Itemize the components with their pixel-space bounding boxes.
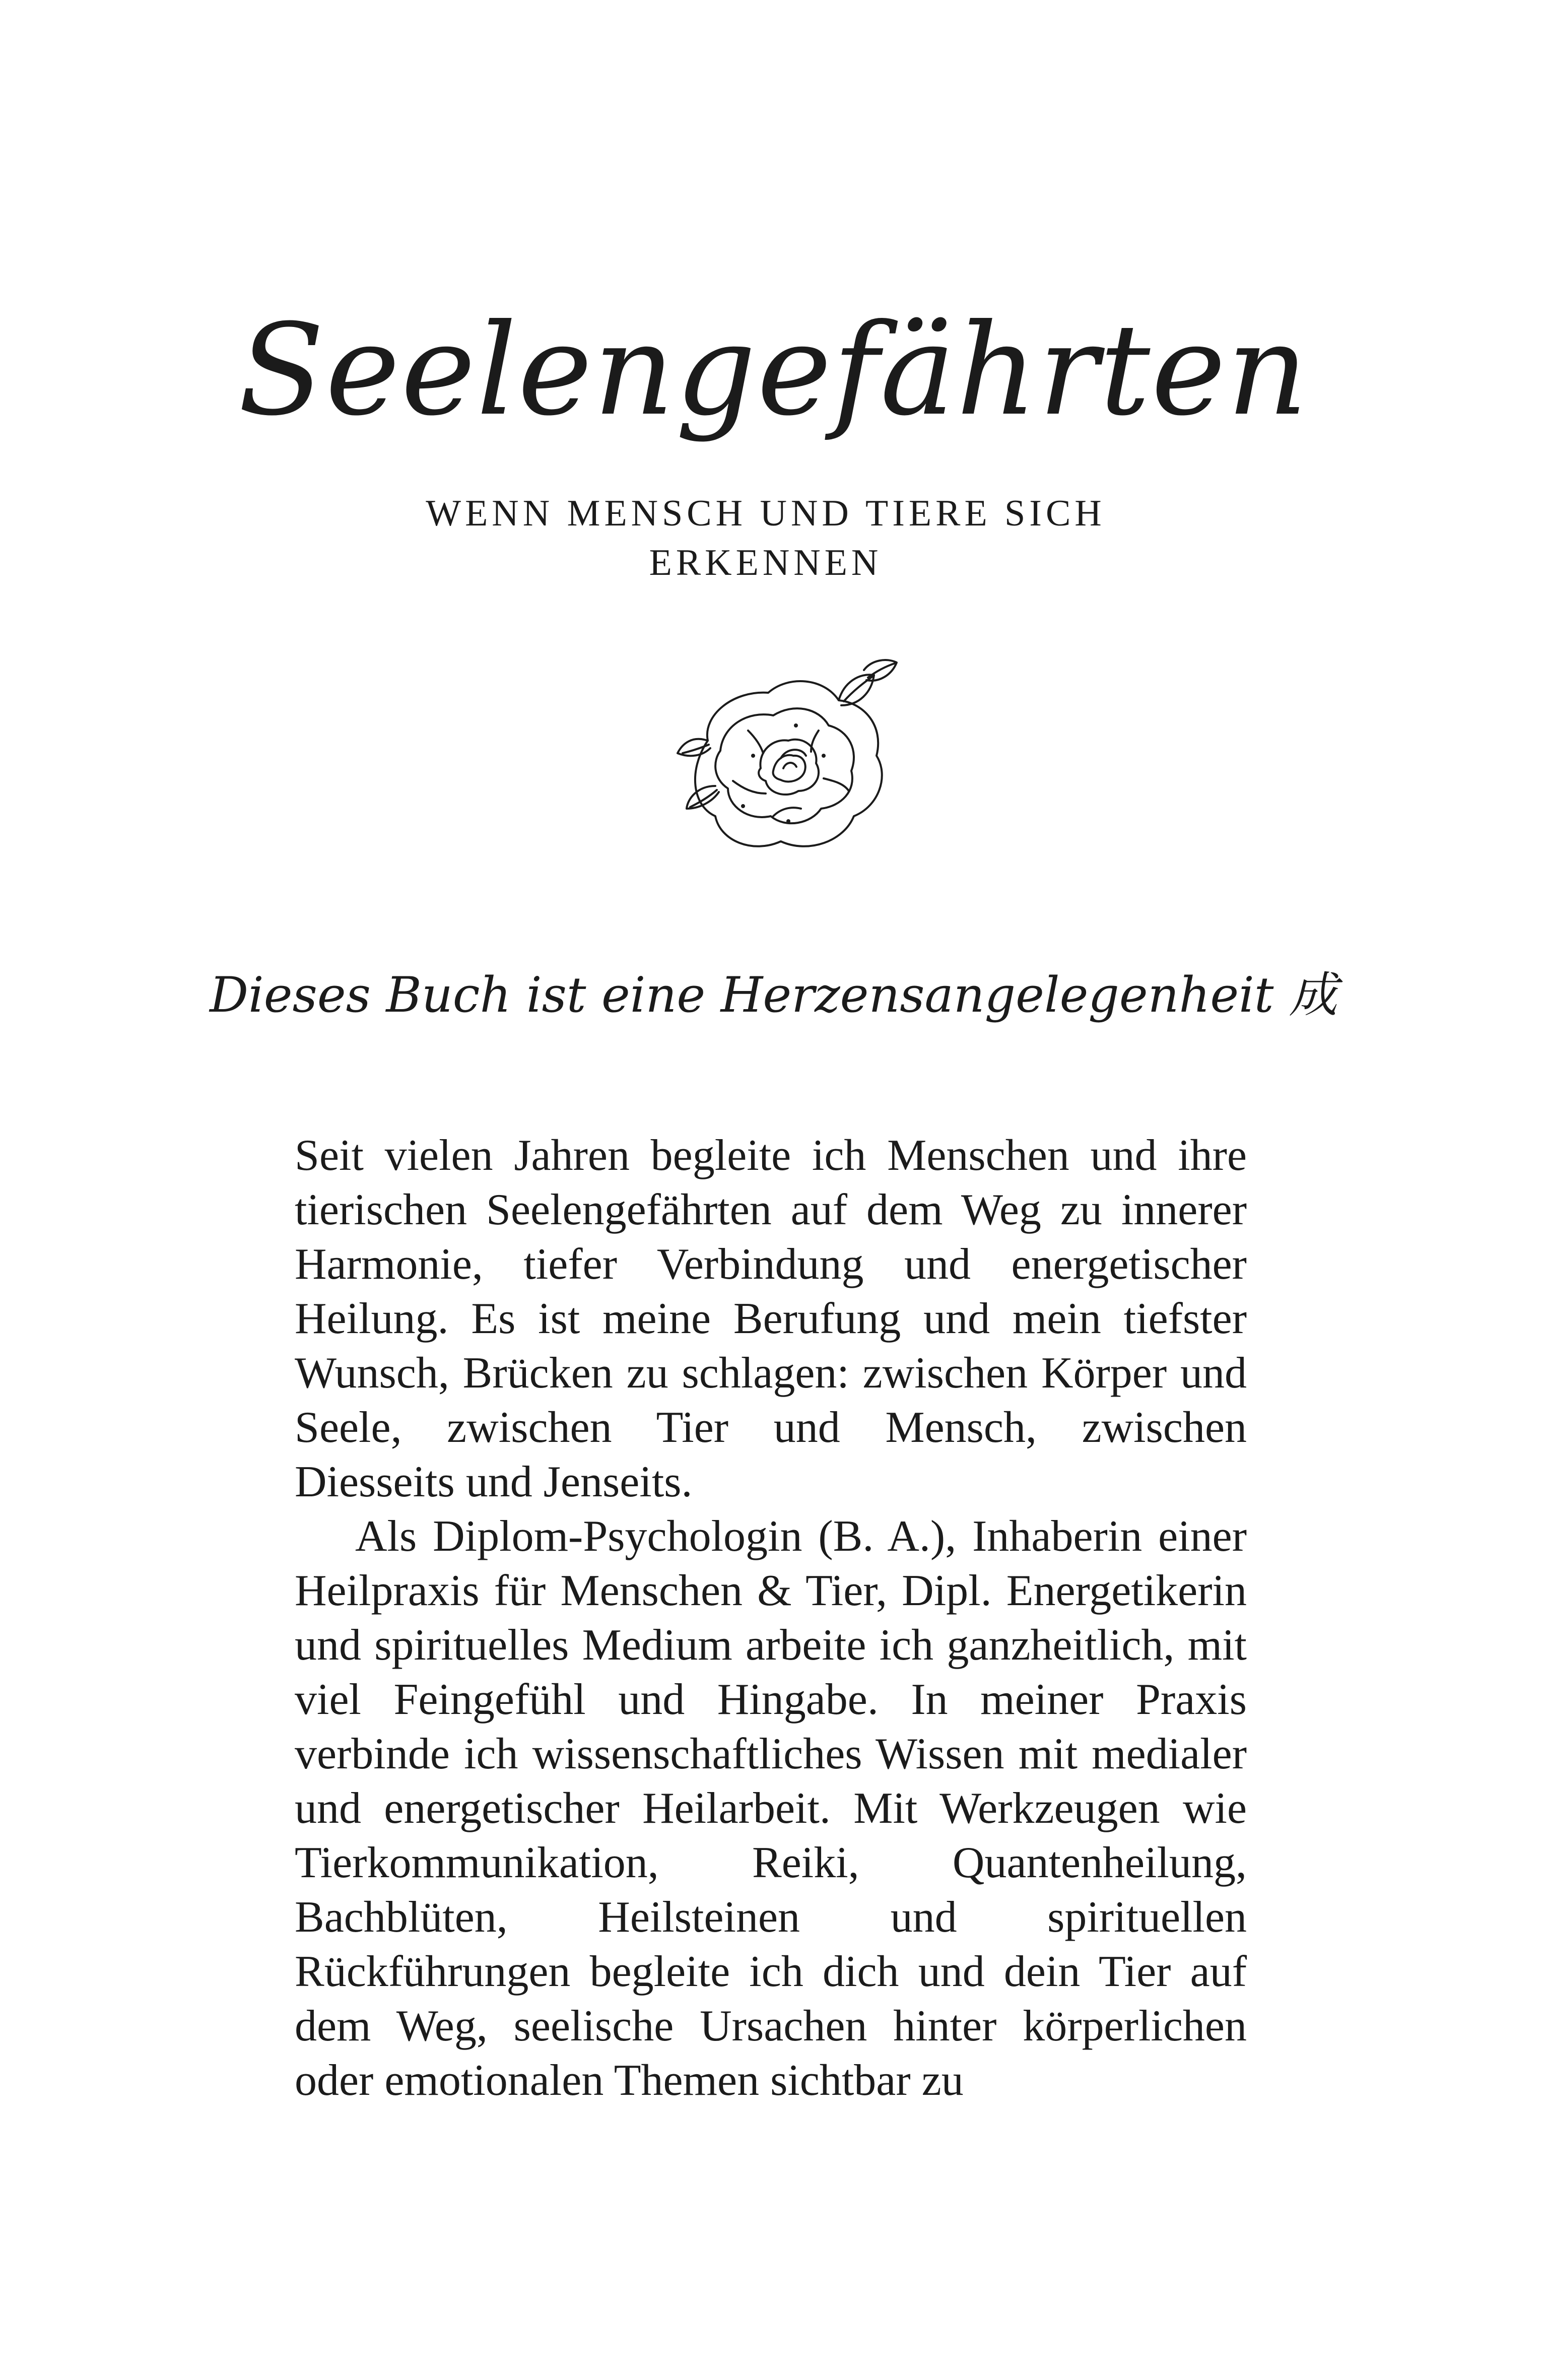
paragraph: Als Diplom-Psychologin (B. A.), Inhaberin einer Heilpraxis für Menschen & Tier, Dipl. Energetikerin und spirituelles Medium arbeite ich ganzheitlich, mit viel Feingefühl und Hingabe. In meiner Praxis verbinde ich wissenschaftliches Wissen mit medialer und energetischer Heilarbeit. Mit Werkzeugen wie Tierkommunikation, Reiki, Quantenheilung, Bachblüten, Heilsteinen und spirituellen Rückführungen begleite ich dich und dein Tier auf dem Weg, seelische Ursachen hinter körperlichen oder emotionalen Themen sichtbar zu [295,1512,1247,2105]
paragraph: Seit vielen Jahren begleite ich Menschen und ihre tierischen Seelengefährten auf dem Weg zu innerer Harmonie, tiefer Verbindung und energetischer Heilung. Es ist meine Berufung und mein tiefster Wunsch, Brücken zu schlagen: zwischen Körper und Seele, zwischen Tier und Mensch, zwischen Diesseits und Jenseits. [295,1131,1247,1506]
dedication-line: Dieses Buch ist eine Herzensangelegenheit 成 [210,967,1337,1023]
book-subtitle: WENN MENSCH UND TIERE SICH ERKENNEN [426,493,1106,583]
book-title: Seelengefährten [238,297,1309,443]
body-text [295,1129,1247,2108]
rose-ornament-icon [672,655,909,872]
